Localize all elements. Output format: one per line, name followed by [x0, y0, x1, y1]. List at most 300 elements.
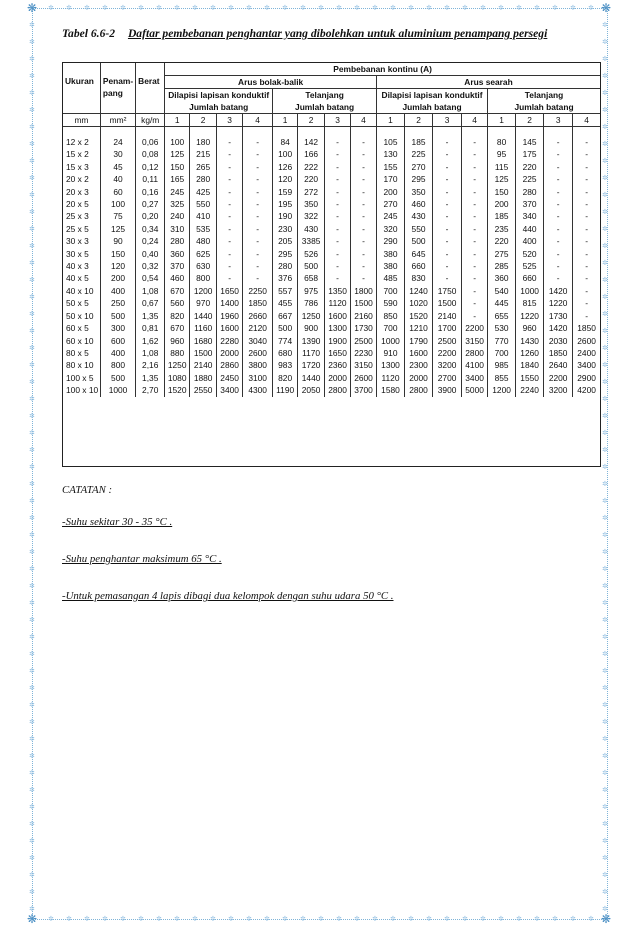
value-cell: 1390: [298, 335, 325, 347]
value-cell: 150: [100, 248, 135, 260]
value-cell: 2120: [243, 322, 273, 334]
note-item: -Untuk pemasangan 4 lapis dibagi dua kelompok dengan suhu udara 50 °C .: [62, 590, 394, 602]
ornament-icon: ✲: [29, 294, 35, 301]
value-cell: -: [573, 148, 600, 160]
ornament-icon: ✲: [29, 872, 35, 879]
value-cell: -: [462, 210, 488, 222]
table-row: [63, 310, 600, 322]
value-cell: 84: [273, 136, 298, 148]
value-cell: 4300: [243, 384, 273, 396]
ornament-icon: ✲: [570, 5, 576, 12]
value-cell: 3900: [433, 384, 462, 396]
value-cell: 166: [298, 148, 325, 160]
size-cell: 15 x 2: [66, 149, 89, 160]
value-cell: 95: [488, 148, 516, 160]
value-cell: 285: [488, 260, 516, 272]
value-cell: -: [462, 161, 488, 173]
value-cell: 700: [376, 322, 404, 334]
ornament-icon: ✲: [602, 22, 608, 29]
value-cell: -: [217, 148, 243, 160]
value-cell: 1020: [405, 297, 433, 309]
value-cell: 380: [376, 260, 404, 272]
ornament-icon: ✲: [29, 226, 35, 233]
value-cell: 975: [298, 285, 325, 297]
value-cell: -: [351, 272, 377, 284]
value-cell: -: [433, 148, 462, 160]
value-cell: 2500: [351, 335, 377, 347]
table-header: [63, 63, 600, 114]
value-cell: 105: [376, 136, 404, 148]
table-row: [63, 285, 600, 297]
size-cell: 80 x 10: [66, 360, 94, 371]
value-cell: -: [351, 210, 377, 222]
value-cell: 3040: [243, 335, 273, 347]
corner-ornament-icon: ❋: [26, 1, 38, 15]
value-cell: 1,08: [136, 285, 165, 297]
value-cell: 2450: [217, 372, 243, 384]
table-body: [63, 114, 600, 397]
ornament-icon: ✲: [602, 804, 608, 811]
ornament-icon: ✲: [602, 821, 608, 828]
header-arus-searah: Arus searah: [376, 76, 600, 89]
value-cell: 370: [165, 260, 190, 272]
value-cell: 500: [100, 310, 135, 322]
spacer-cell: [351, 127, 377, 137]
note-item: -Suhu penghantar maksimum 65 °C .: [62, 553, 222, 565]
ornament-icon: ✲: [602, 634, 608, 641]
page-border-top: [32, 8, 606, 9]
value-cell: 2900: [573, 372, 600, 384]
value-cell: 360: [165, 248, 190, 260]
value-cell: 220: [298, 173, 325, 185]
ornament-icon: ✲: [29, 702, 35, 709]
value-cell: 1600: [325, 310, 351, 322]
value-cell: -: [351, 260, 377, 272]
value-cell: 1400: [217, 297, 243, 309]
ornament-icon: ✲: [228, 916, 234, 923]
value-cell: -: [462, 198, 488, 210]
ornament-icon: ✲: [602, 753, 608, 760]
ornament-icon: ✲: [534, 916, 540, 923]
unit-cell: 3: [325, 114, 351, 127]
ornament-icon: ✲: [264, 916, 270, 923]
table-row: [63, 235, 600, 247]
value-cell: -: [351, 235, 377, 247]
ornament-icon: ✲: [29, 328, 35, 335]
ornament-icon: ✲: [602, 498, 608, 505]
ornament-icon: ✲: [156, 916, 162, 923]
value-cell: 350: [405, 186, 433, 198]
value-cell: 670: [165, 285, 190, 297]
table-row: [63, 260, 600, 272]
value-cell: -: [573, 136, 600, 148]
ornament-icon: ✲: [390, 916, 396, 923]
spacer-cell: [165, 127, 190, 137]
size-cell: 100 x 5: [66, 372, 94, 383]
value-cell: 2550: [190, 384, 217, 396]
value-cell: 200: [488, 198, 516, 210]
value-cell: 910: [376, 347, 404, 359]
ornament-icon: ✲: [602, 889, 608, 896]
value-cell: 295: [405, 173, 433, 185]
value-cell: 120: [273, 173, 298, 185]
value-cell: -: [573, 272, 600, 284]
value-cell: 1300: [376, 359, 404, 371]
size-cell: 100 x 10: [66, 385, 99, 396]
value-cell: 185: [488, 210, 516, 222]
ornament-icon: ✲: [602, 141, 608, 148]
value-cell: 800: [100, 359, 135, 371]
ornament-icon: ✲: [426, 916, 432, 923]
ornament-icon: ✲: [29, 447, 35, 454]
ornament-icon: ✲: [602, 532, 608, 539]
value-cell: 245: [376, 210, 404, 222]
spacer-cell: [516, 127, 544, 137]
value-cell: 24: [100, 136, 135, 148]
table-number: Tabel 6.6-2: [62, 27, 116, 40]
value-cell: 142: [298, 136, 325, 148]
ornament-icon: ✲: [29, 770, 35, 777]
ornament-icon: ✲: [29, 906, 35, 913]
size-cell: 50 x 5: [66, 298, 89, 309]
value-cell: -: [325, 198, 351, 210]
value-cell: 1420: [544, 285, 573, 297]
ornament-icon: ✲: [29, 141, 35, 148]
value-cell: 0,34: [136, 223, 165, 235]
ornament-icon: ✲: [29, 515, 35, 522]
value-cell: -: [217, 136, 243, 148]
value-cell: 590: [376, 297, 404, 309]
value-cell: 2000: [405, 372, 433, 384]
ornament-icon: ✲: [84, 5, 90, 12]
value-cell: 280: [516, 186, 544, 198]
value-cell: -: [243, 161, 273, 173]
table-row: [63, 248, 600, 260]
corner-ornament-icon: ❋: [600, 1, 612, 15]
ornament-icon: ✲: [336, 5, 342, 12]
header-ac-bare: Telanjang: [273, 89, 377, 102]
ornament-icon: ✲: [29, 39, 35, 46]
units-row: [63, 114, 600, 127]
value-cell: -: [351, 136, 377, 148]
value-cell: 380: [376, 248, 404, 260]
ornament-icon: ✲: [29, 753, 35, 760]
ornament-icon: ✲: [102, 916, 108, 923]
value-cell: -: [433, 223, 462, 235]
value-cell: 660: [516, 272, 544, 284]
value-cell: 275: [488, 248, 516, 260]
value-cell: 1680: [190, 335, 217, 347]
value-cell: 0,67: [136, 297, 165, 309]
value-cell: 1,35: [136, 310, 165, 322]
value-cell: 1120: [376, 372, 404, 384]
value-cell: 1730: [544, 310, 573, 322]
ornament-icon: ✲: [602, 158, 608, 165]
corner-ornament-icon: ❋: [600, 912, 612, 926]
table-row: [63, 335, 600, 347]
value-cell: 970: [190, 297, 217, 309]
ornament-icon: ✲: [602, 73, 608, 80]
ornament-icon: ✲: [602, 413, 608, 420]
value-cell: 3400: [462, 372, 488, 384]
value-cell: 1220: [516, 310, 544, 322]
table-row: [63, 186, 600, 198]
ornament-icon: ✲: [120, 5, 126, 12]
ornament-icon: ✲: [48, 916, 54, 923]
value-cell: 125: [100, 223, 135, 235]
spacer-cell: [433, 127, 462, 137]
value-cell: 0,12: [136, 161, 165, 173]
ornament-icon: ✲: [480, 5, 486, 12]
value-cell: 1500: [190, 347, 217, 359]
unit-cell: 2: [298, 114, 325, 127]
value-cell: 2140: [190, 359, 217, 371]
value-cell: 280: [190, 173, 217, 185]
value-cell: -: [217, 161, 243, 173]
value-cell: 2140: [433, 310, 462, 322]
ornament-icon: ✲: [602, 906, 608, 913]
value-cell: -: [433, 248, 462, 260]
unit-cell: mm²: [100, 114, 135, 127]
header-dc-bare-jumlah: Jumlah batang: [488, 101, 600, 114]
value-cell: -: [243, 235, 273, 247]
value-cell: -: [243, 136, 273, 148]
value-cell: -: [544, 136, 573, 148]
value-cell: -: [573, 186, 600, 198]
value-cell: 2600: [573, 335, 600, 347]
value-cell: 500: [100, 372, 135, 384]
value-cell: 80: [488, 136, 516, 148]
value-cell: 1170: [298, 347, 325, 359]
ornament-icon: ✲: [156, 5, 162, 12]
value-cell: 2400: [573, 347, 600, 359]
value-cell: 820: [273, 372, 298, 384]
value-cell: 1220: [544, 297, 573, 309]
value-cell: 2030: [544, 335, 573, 347]
value-cell: 535: [190, 223, 217, 235]
ornament-icon: ✲: [602, 328, 608, 335]
value-cell: 2250: [243, 285, 273, 297]
value-cell: 1520: [405, 310, 433, 322]
value-cell: -: [243, 173, 273, 185]
value-cell: 30: [100, 148, 135, 160]
ornament-icon: ✲: [602, 583, 608, 590]
spacer-row: [63, 127, 600, 137]
ornament-icon: ✲: [29, 311, 35, 318]
unit-cell: 3: [433, 114, 462, 127]
value-cell: 272: [298, 186, 325, 198]
value-cell: 195: [273, 198, 298, 210]
value-cell: 2,16: [136, 359, 165, 371]
value-cell: 815: [516, 297, 544, 309]
value-cell: 1430: [516, 335, 544, 347]
value-cell: 658: [298, 272, 325, 284]
value-cell: -: [243, 272, 273, 284]
header-dc-coated-jumlah: Jumlah batang: [376, 101, 487, 114]
value-cell: 700: [488, 347, 516, 359]
value-cell: 1550: [516, 372, 544, 384]
value-cell: -: [217, 272, 243, 284]
value-cell: -: [217, 210, 243, 222]
value-cell: 1,35: [136, 372, 165, 384]
ornament-icon: ✲: [29, 243, 35, 250]
ornament-icon: ✲: [29, 787, 35, 794]
ornament-icon: ✲: [462, 916, 468, 923]
value-cell: -: [325, 148, 351, 160]
header-penampang-line2: pang: [102, 88, 123, 98]
value-cell: 295: [273, 248, 298, 260]
value-cell: 2800: [325, 384, 351, 396]
value-cell: -: [544, 186, 573, 198]
value-cell: 2240: [516, 384, 544, 396]
value-cell: 1960: [217, 310, 243, 322]
ornament-icon: ✲: [120, 916, 126, 923]
value-cell: -: [462, 223, 488, 235]
value-cell: 0,54: [136, 272, 165, 284]
value-cell: -: [325, 173, 351, 185]
spacer-cell: [190, 127, 217, 137]
table-caption: Daftar pembebanan penghantar yang dibolehkan untuk aluminium penampang persegi: [127, 27, 548, 40]
value-cell: 660: [405, 260, 433, 272]
size-cell: 25 x 3: [66, 211, 89, 222]
ornament-icon: ✲: [29, 532, 35, 539]
value-cell: 175: [516, 148, 544, 160]
value-cell: 2230: [351, 347, 377, 359]
value-cell: 645: [405, 248, 433, 260]
unit-cell: 4: [573, 114, 600, 127]
value-cell: 2,70: [136, 384, 165, 396]
value-cell: 3150: [351, 359, 377, 371]
value-cell: 1790: [405, 335, 433, 347]
value-cell: -: [325, 136, 351, 148]
ornament-icon: ✲: [602, 668, 608, 675]
value-cell: 300: [100, 322, 135, 334]
ornament-icon: ✲: [29, 600, 35, 607]
value-cell: 100: [165, 136, 190, 148]
ornament-icon: ✲: [602, 362, 608, 369]
value-cell: 145: [516, 136, 544, 148]
table-row: [63, 347, 600, 359]
spacer-cell: [544, 127, 573, 137]
table-row: [63, 359, 600, 371]
value-cell: 560: [165, 297, 190, 309]
value-cell: -: [217, 198, 243, 210]
size-cell: 20 x 5: [66, 199, 89, 210]
ornament-icon: ✲: [602, 872, 608, 879]
value-cell: 983: [273, 359, 298, 371]
value-cell: 430: [298, 223, 325, 235]
unit-cell: 2: [516, 114, 544, 127]
size-cell: 15 x 3: [66, 161, 89, 172]
ornament-icon: ✲: [602, 175, 608, 182]
value-cell: 225: [405, 148, 433, 160]
value-cell: 2200: [462, 322, 488, 334]
ornament-icon: ✲: [588, 5, 594, 12]
ornament-icon: ✲: [48, 5, 54, 12]
value-cell: -: [351, 198, 377, 210]
value-cell: -: [351, 173, 377, 185]
value-cell: 670: [165, 322, 190, 334]
value-cell: 125: [488, 173, 516, 185]
value-cell: 557: [273, 285, 298, 297]
value-cell: 1300: [325, 322, 351, 334]
ornament-icon: ✲: [602, 260, 608, 267]
value-cell: -: [573, 235, 600, 247]
value-cell: 1210: [405, 322, 433, 334]
value-cell: 1000: [100, 384, 135, 396]
value-cell: 774: [273, 335, 298, 347]
ornament-icon: ✲: [408, 5, 414, 12]
value-cell: 1080: [165, 372, 190, 384]
value-cell: 322: [298, 210, 325, 222]
value-cell: 240: [165, 210, 190, 222]
value-cell: 75: [100, 210, 135, 222]
value-cell: 220: [516, 161, 544, 173]
ornament-icon: ✲: [602, 600, 608, 607]
value-cell: 1880: [190, 372, 217, 384]
value-cell: 485: [376, 272, 404, 284]
value-cell: 220: [488, 235, 516, 247]
value-cell: -: [462, 260, 488, 272]
value-cell: -: [433, 235, 462, 247]
value-cell: 1350: [325, 285, 351, 297]
value-cell: 820: [165, 310, 190, 322]
value-cell: -: [325, 161, 351, 173]
ornament-icon: ✲: [408, 916, 414, 923]
ornament-icon: ✲: [29, 549, 35, 556]
value-cell: 3200: [433, 359, 462, 371]
value-cell: 3400: [573, 359, 600, 371]
value-cell: -: [544, 148, 573, 160]
value-cell: 2360: [325, 359, 351, 371]
value-cell: 550: [405, 223, 433, 235]
ornament-icon: ✲: [372, 5, 378, 12]
value-cell: 600: [100, 335, 135, 347]
value-cell: 1000: [376, 335, 404, 347]
ornament-icon: ✲: [29, 90, 35, 97]
value-cell: 2050: [298, 384, 325, 396]
value-cell: 250: [100, 297, 135, 309]
value-cell: -: [325, 260, 351, 272]
size-cell: 30 x 5: [66, 248, 89, 259]
spacer-cell: [136, 127, 165, 137]
value-cell: 1520: [165, 384, 190, 396]
value-cell: 2000: [325, 372, 351, 384]
value-cell: 0,24: [136, 235, 165, 247]
ornament-icon: ✲: [372, 916, 378, 923]
value-cell: 215: [190, 148, 217, 160]
size-cell: 60 x 5: [66, 323, 89, 334]
value-cell: 2600: [351, 372, 377, 384]
value-cell: 2280: [217, 335, 243, 347]
value-cell: 520: [516, 248, 544, 260]
ornament-icon: ✲: [84, 916, 90, 923]
value-cell: 880: [165, 347, 190, 359]
value-cell: -: [243, 186, 273, 198]
ornament-icon: ✲: [29, 855, 35, 862]
value-cell: 310: [165, 223, 190, 235]
value-cell: -: [462, 235, 488, 247]
value-cell: -: [433, 186, 462, 198]
spacer-cell: [243, 127, 273, 137]
table-row: [63, 272, 600, 284]
ornament-icon: ✲: [602, 787, 608, 794]
ornament-icon: ✲: [602, 702, 608, 709]
value-cell: 400: [100, 285, 135, 297]
ornament-icon: ✲: [602, 311, 608, 318]
ornament-icon: ✲: [602, 464, 608, 471]
value-cell: 2500: [433, 335, 462, 347]
